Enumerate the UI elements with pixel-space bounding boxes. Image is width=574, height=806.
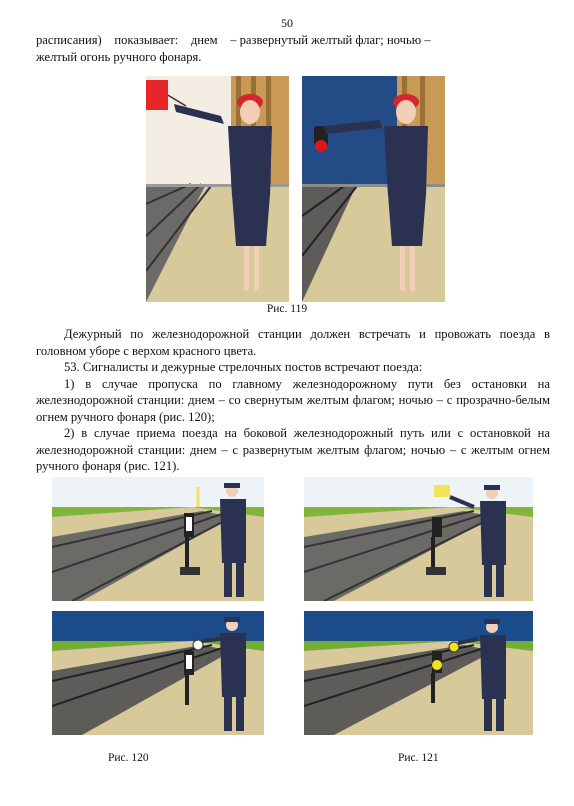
fig119-day-illustration — [146, 76, 289, 302]
red-lamp — [315, 140, 327, 152]
yellow-lamp — [449, 642, 459, 652]
caption-fig119: Рис. 119 — [266, 303, 308, 315]
paragraph-2: 53. Сигналисты и дежурные стрелочных постов встречают поезда: — [64, 360, 423, 374]
fig120-night-illustration — [52, 611, 264, 735]
fig120-day-illustration — [52, 477, 264, 601]
fig119-night-illustration — [302, 76, 445, 302]
top-text — [36, 32, 550, 65]
fig121-night-illustration — [304, 611, 533, 735]
paragraph-1: Дежурный по железнодорожной станции должен встречать и провожать поезда в головном уборе с верхом красного цвета. — [36, 327, 550, 358]
paragraph-4: 2) в случае приема поезда на боковой железнодорожный путь или с остановкой на железнодорожной станции: днем – с развернутым желтым флагом; ночью – с желтым огнем ручного фонаря (рис. 121). — [36, 426, 550, 473]
yellow-flag — [434, 485, 450, 497]
fig121-day-illustration — [304, 477, 533, 601]
red-flag — [146, 80, 168, 110]
white-lamp — [193, 640, 203, 650]
caption-fig121: Рис. 121 — [398, 752, 439, 764]
page-number: 50 — [281, 16, 293, 30]
yellow-lamp-signal — [432, 660, 442, 670]
paragraph-3: 1) в случае пропуска по главному железнодорожному пути без остановки на железнодорожной станции: днем – со свернутым желтым флагом; ночью – с прозрачно-белым огнем ручного фонаря (рис. 120); — [36, 376, 550, 424]
top-line-2: желтый огонь ручного фонаря. — [36, 49, 202, 64]
top-line-1: расписания) показывает: днем – развернутый желтый флаг; ночью – — [36, 33, 431, 47]
caption-fig120: Рис. 120 — [108, 752, 149, 764]
body-text — [36, 326, 550, 475]
